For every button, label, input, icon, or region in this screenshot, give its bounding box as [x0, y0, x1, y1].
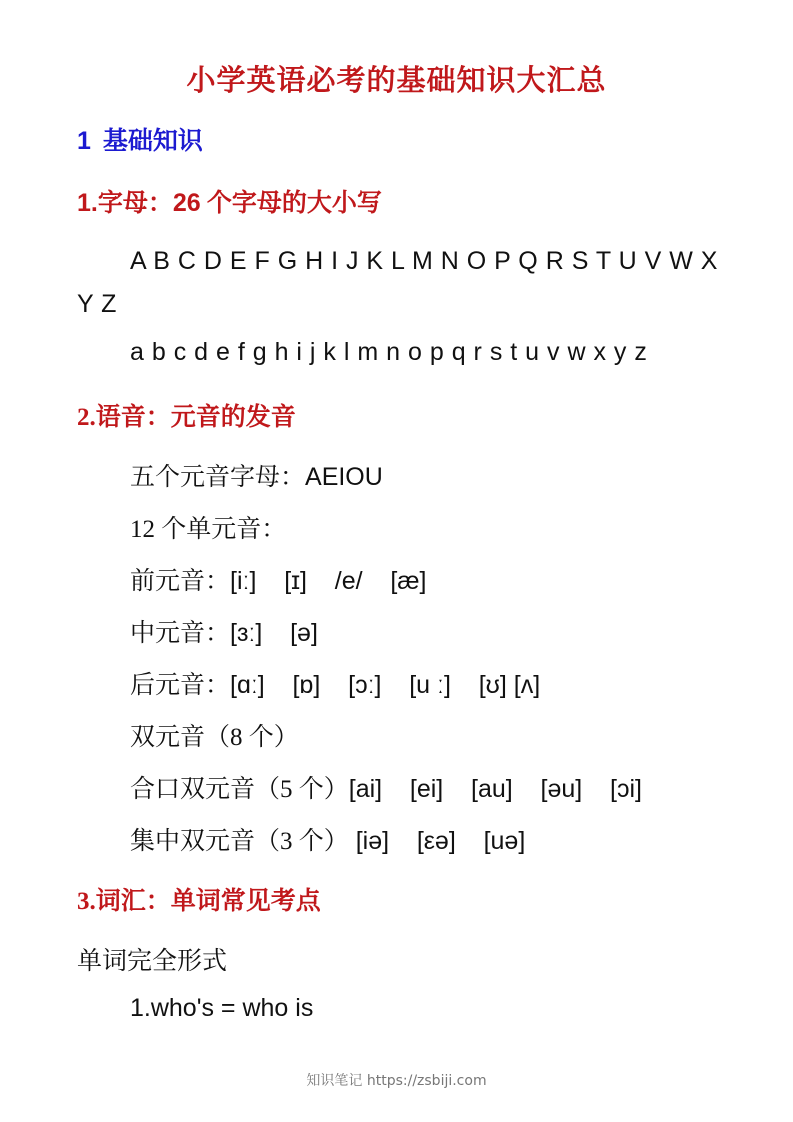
mid-vowels-line — [130, 613, 318, 649]
closing-diphthongs-line — [130, 769, 642, 805]
lowercase-alphabet: a b c d e f g h i j k l m n o p q r s t u v w x y z — [130, 338, 647, 366]
front-vowels-value: [iː] [ɪ] /e/ [æ] — [230, 567, 427, 595]
centering-diphthongs-line — [130, 821, 525, 857]
mid-vowels-label: 中元音： — [130, 620, 231, 647]
front-vowels-label: 前元音： — [130, 568, 231, 595]
back-vowels-line — [130, 665, 540, 701]
closing-diphthongs-label: 合口双元音（5 个） — [130, 776, 349, 803]
full-form-subheading: 单词完全形式 — [77, 948, 228, 975]
diphthongs-line: 双元音（8 个） — [130, 724, 299, 751]
section-letters-rest: 个字母的大小写 — [206, 190, 382, 217]
uppercase-alphabet: A B C D E F G H I J K L M N O P Q R S T U V W X Y Z — [77, 247, 718, 318]
section-letters-label: 1.字母： — [77, 189, 173, 217]
example-whos: 1.who's = who is — [130, 994, 314, 1022]
heading-basic-knowledge — [77, 121, 203, 157]
closing-diphthongs-value: [ai] [ei] [au] [əu] [ɔi] — [348, 775, 642, 803]
front-vowels-line — [130, 561, 426, 597]
back-vowels-label: 后元音： — [130, 672, 231, 699]
centering-diphthongs-label: 集中双元音（3 个） — [130, 828, 349, 855]
section-letters-heading — [77, 183, 382, 219]
five-vowels-value: AEIOU — [305, 463, 383, 491]
heading-number: 1 — [77, 127, 91, 155]
document-title: 小学英语必考的基础知识大汇总 — [186, 65, 607, 97]
heading-text: 基础知识 — [102, 128, 203, 155]
section-vocabulary-heading: 3.词汇：单词常见考点 — [77, 888, 321, 915]
section-phonetics-heading: 2.语音：元音的发音 — [77, 404, 296, 431]
five-vowels-label: 五个元音字母： — [130, 464, 306, 491]
mid-vowels-value: [ɜː] [ə] — [230, 619, 318, 647]
centering-diphthongs-value: [iə] [εə] [uə] — [348, 827, 526, 855]
section-letters-count: 26 — [172, 189, 201, 217]
twelve-monophthongs-line: 12 个单元音： — [130, 516, 287, 543]
back-vowels-value: [ɑː] [ɒ] [ɔː] [u ː] [ʊ] [ʌ] — [230, 671, 541, 699]
page-footer: 知识笔记 https://zsbiji.com — [306, 1073, 487, 1089]
five-vowels-line — [130, 457, 383, 493]
